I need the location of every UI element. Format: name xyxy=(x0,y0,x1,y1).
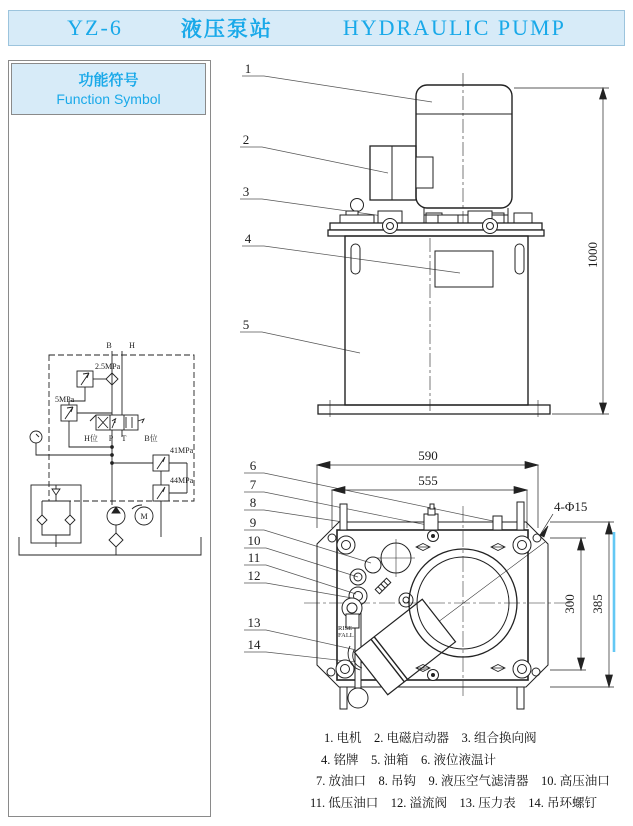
hook-pin-left xyxy=(340,504,347,530)
callout-3: 3 xyxy=(242,184,250,199)
air-filter-top xyxy=(365,557,381,573)
base-plate xyxy=(318,405,550,414)
callout-9: 9 xyxy=(249,515,257,530)
nameplate xyxy=(435,251,493,287)
legend-line-2: 4. 铭牌 5. 油箱 6. 液位液温计 xyxy=(321,752,497,767)
holes-leader xyxy=(540,514,553,537)
filter-icon xyxy=(109,533,123,547)
callout-4: 4 xyxy=(244,231,252,246)
tank-icon xyxy=(19,537,201,555)
front-view-drawing xyxy=(220,55,633,430)
tank-body xyxy=(345,236,528,405)
pos-t-label: T xyxy=(121,434,127,443)
drain-port-top xyxy=(399,593,413,607)
motor-body xyxy=(416,85,512,208)
lever-fall-label: FALL xyxy=(338,632,354,639)
legend-line-3: 7. 放油口 8. 吊钩 9. 液压空气滤清器 10. 高压油口 xyxy=(316,774,610,788)
model-code: YZ-6 xyxy=(67,15,123,40)
port-h-label: H xyxy=(129,341,135,350)
pressure-gauge-icon xyxy=(30,431,42,443)
dim-385-label: 385 xyxy=(590,594,605,614)
function-symbol-panel xyxy=(8,60,211,817)
relief-44-label: 44MPa xyxy=(170,476,194,485)
lever-rise-label: RISE xyxy=(338,625,353,632)
relief-5-label: 5MPa xyxy=(55,395,75,404)
hatch-mark xyxy=(375,578,391,594)
relief-25-label: 2.5MPa xyxy=(95,362,121,371)
callout-11: 11 xyxy=(247,550,261,565)
callout-8: 8 xyxy=(249,495,257,510)
callout-13: 13 xyxy=(247,615,261,630)
dim-height-label: 1000 xyxy=(585,242,600,268)
parts-legend xyxy=(300,728,633,814)
function-symbol-title-en: Function Symbol xyxy=(56,90,161,107)
port-b-label: B xyxy=(106,341,112,350)
dim-holes-label: 4-Φ15 xyxy=(554,499,588,514)
relief-valve-top xyxy=(342,598,362,628)
function-symbol-title-cn: 功能符号 xyxy=(78,71,139,89)
legend-line-4: 11. 低压油口 12. 溢流阀 13. 压力表 14. 吊环螺钉 xyxy=(310,795,598,810)
hydraulic-circuit-diagram xyxy=(11,333,209,573)
callout-6: 6 xyxy=(249,458,257,473)
title-bar xyxy=(8,10,625,46)
motor-m-label: M xyxy=(140,512,148,521)
callout-14: 14 xyxy=(247,637,261,652)
callout-10: 10 xyxy=(247,533,261,548)
level-gauge-top xyxy=(377,539,415,577)
top-view-drawing xyxy=(240,440,633,722)
pos-left-label: H位 xyxy=(84,434,98,443)
pos-p-label: P xyxy=(108,434,114,443)
dim-590-label: 590 xyxy=(418,448,438,463)
dim-555-label: 555 xyxy=(418,473,438,488)
callout-1: 1 xyxy=(244,61,252,76)
hook-pin-right xyxy=(517,502,524,530)
title-chinese: 液压泵站 xyxy=(180,17,273,41)
directional-valve-icon xyxy=(90,415,144,430)
filler-cap xyxy=(424,504,438,530)
callout-2: 2 xyxy=(242,132,250,147)
callout-12: 12 xyxy=(247,568,261,583)
legend-line-1: 1. 电机 2. 电磁启动器 3. 组合换向阀 xyxy=(324,731,537,745)
dim-300-label: 300 xyxy=(562,594,577,614)
starter-body xyxy=(370,146,416,200)
hook-right xyxy=(515,244,524,274)
function-symbol-header xyxy=(11,63,206,115)
pos-right-label: B位 xyxy=(144,434,158,443)
callout-7: 7 xyxy=(249,477,257,492)
relief-41-label: 41MPa xyxy=(170,446,194,455)
return-filter-unit-icon xyxy=(31,485,81,547)
callout-5: 5 xyxy=(242,317,250,332)
title-english: HYDRAULIC PUMP xyxy=(342,15,566,40)
